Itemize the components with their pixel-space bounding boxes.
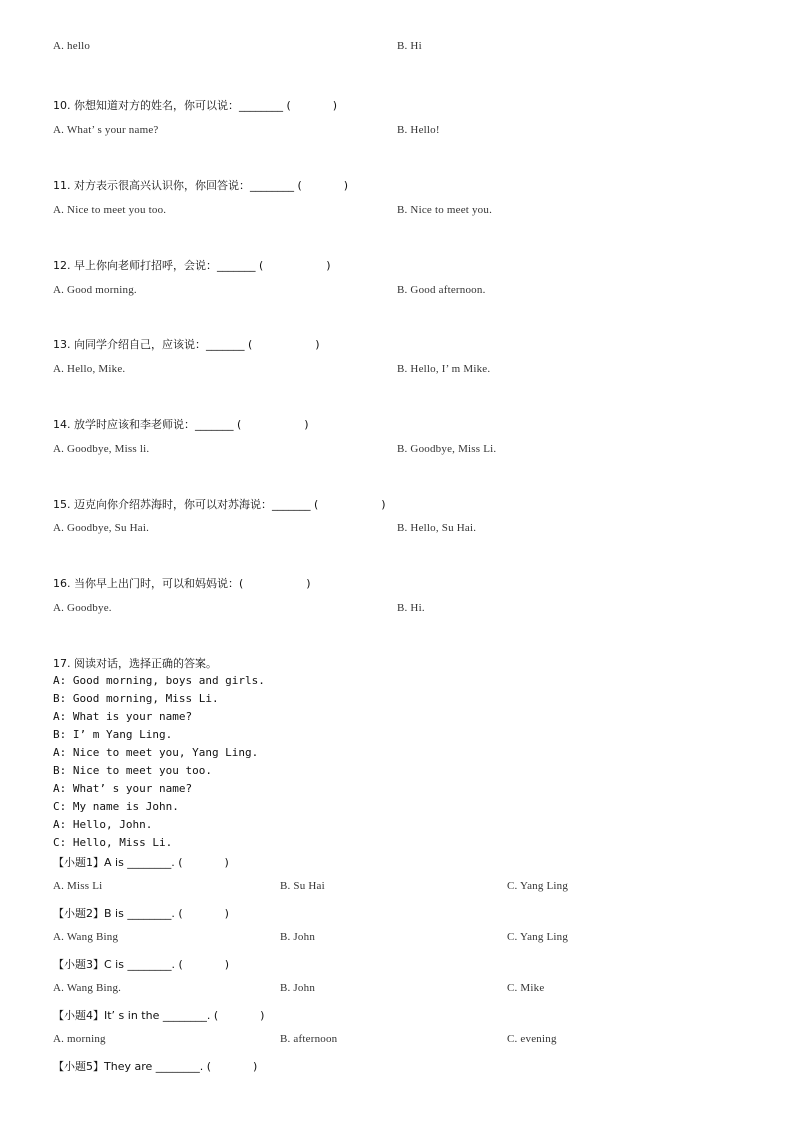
sub-question-2-stem: 【小题2】B is ________. ( ) [53,907,229,920]
sub-question-4-option-a: A. morning [53,1033,106,1045]
question-15-option-a: A. Goodbye, Su Hai. [53,522,150,534]
question-10-option-a: A. What’ s your name? [53,124,159,136]
sub-question-3-option-c: C. Mike [507,982,545,994]
sub-question-2-option-b: B. John [280,931,316,943]
question-14-option-a: A. Goodbye, Miss li. [53,443,150,455]
question-12-stem: 12. 早上你向老师打招呼，会说：_______ ( ) [53,259,331,272]
sub-question-1-option-a: A. Miss Li [53,880,103,892]
sub-question-1-option-c: C. Yang Ling [507,880,569,892]
dialogue-line-3: A: What is your name? [53,710,193,723]
dialogue-line-9: A: Hello, John. [53,818,153,831]
dialogue-line-7: A: What’ s your name? [53,782,193,795]
sub-question-4-stem: 【小题4】It’ s in the ________. ( ) [53,1009,265,1022]
question-12-option-a: A. Good morning. [53,284,137,296]
sub-question-4-option-c: C. evening [507,1033,557,1045]
question-13-stem: 13. 向同学介绍自己，应该说：_______ ( ) [53,338,320,351]
sub-question-1-option-b: B. Su Hai [280,880,325,892]
question-16-option-b: B. Hi. [397,602,425,614]
question-10-option-b: B. Hello! [397,124,440,136]
question-11-option-b: B. Nice to meet you. [397,204,493,216]
question-14-option-b: B. Goodbye, Miss Li. [397,443,497,455]
sub-question-2-option-a: A. Wang Bing [53,931,119,943]
question-17-title: 17. 阅读对话，选择正确的答案。 [53,657,217,670]
question-13-option-b: B. Hello, I’ m Mike. [397,363,491,375]
sub-question-3-stem: 【小题3】C is ________. ( ) [53,958,229,971]
sub-question-1-stem: 【小题1】A is ________. ( ) [53,856,229,869]
question-11-stem: 11. 对方表示很高兴认识你，你回答说：________ ( ) [53,179,349,192]
q9-option-a: A. hello [53,40,91,52]
sub-question-4-option-b: B. afternoon [280,1033,338,1045]
dialogue-line-1: A: Good morning, boys and girls. [53,674,265,687]
question-12-option-b: B. Good afternoon. [397,284,486,296]
question-11-option-a: A. Nice to meet you too. [53,204,167,216]
question-10-stem: 10. 你想知道对方的姓名，你可以说：________ ( ) [53,99,338,112]
dialogue-line-10: C: Hello, Miss Li. [53,836,173,849]
dialogue-line-5: A: Nice to meet you, Yang Ling. [53,746,259,759]
dialogue-line-6: B: Nice to meet you too. [53,764,212,777]
dialogue-line-4: B: I’ m Yang Ling. [53,728,173,741]
question-13-option-a: A. Hello, Mike. [53,363,126,375]
dialogue-line-2: B: Good morning, Miss Li. [53,692,219,705]
question-16-stem: 16. 当你早上出门时，可以和妈妈说：( ) [53,577,311,590]
q9-option-b: B. Hi [397,40,422,52]
sub-question-3-option-a: A. Wang Bing. [53,982,122,994]
question-16-option-a: A. Goodbye. [53,602,112,614]
sub-question-2-option-c: C. Yang Ling [507,931,569,943]
question-15-option-b: B. Hello, Su Hai. [397,522,477,534]
question-15-stem: 15. 迈克向你介绍苏海时，你可以对苏海说：_______ ( ) [53,498,386,511]
sub-question-5-stem: 【小题5】They are ________. ( ) [53,1060,258,1073]
dialogue-line-8: C: My name is John. [53,800,179,813]
sub-question-3-option-b: B. John [280,982,316,994]
question-14-stem: 14. 放学时应该和李老师说：_______ ( ) [53,418,309,431]
